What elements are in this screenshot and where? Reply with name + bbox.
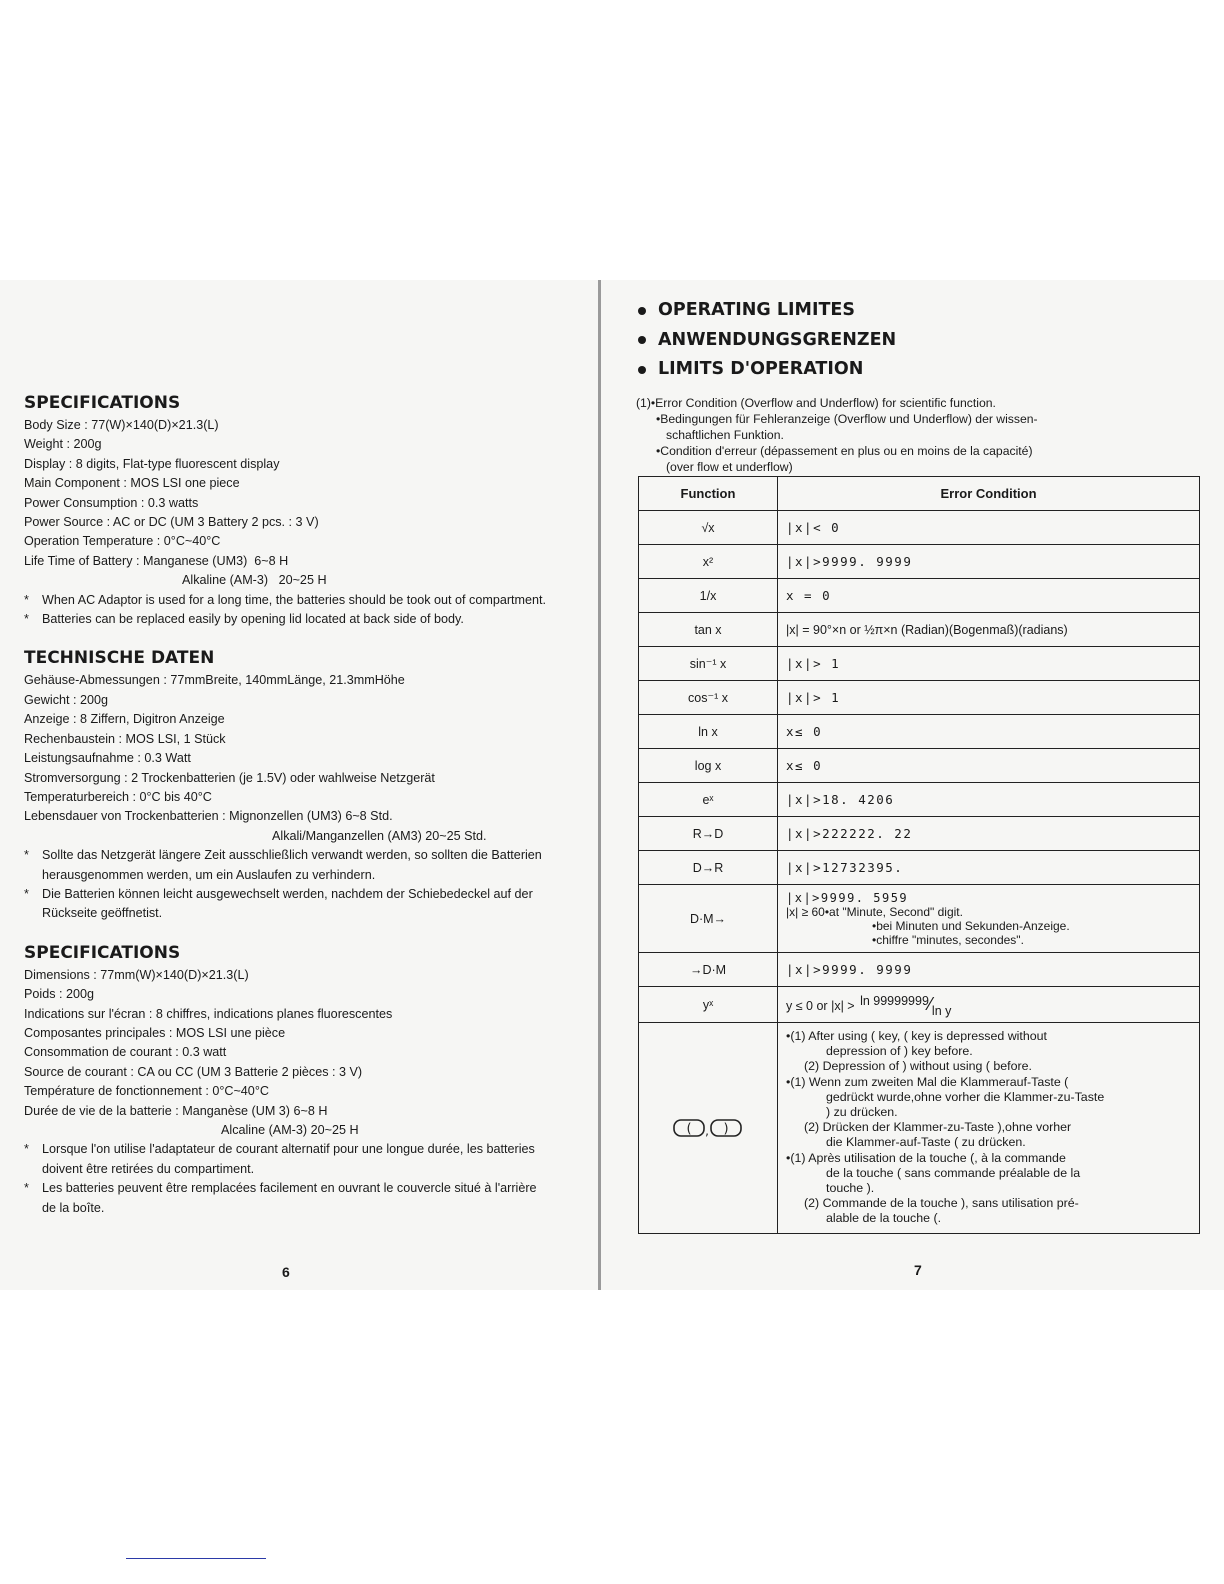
table-row	[639, 987, 1200, 1023]
spec-section-en	[24, 392, 554, 629]
condition-line: •(1) After using ( key, ( key is depressed without	[786, 1029, 1047, 1043]
spec-line: Durée de vie de la batterie : Manganèse (UM 3) 6~8 H	[24, 1103, 328, 1118]
function-cell: R→D	[639, 817, 778, 851]
condition-cell: x≤ 0	[778, 715, 1200, 749]
condition-cell: |x|> 1	[778, 647, 1200, 681]
condition-cell	[778, 987, 1200, 1023]
spec-line: Gehäuse-Abmessungen : 77mmBreite, 140mmLänge, 21.3mmHöhe	[24, 673, 405, 688]
condition-line: ) zu drücken.	[826, 1105, 898, 1120]
table-row	[639, 647, 1200, 681]
spec-line: Leistungsaufnahme : 0.3 Watt	[24, 751, 191, 766]
spec-line: Stromversorgung : 2 Trockenbatterien (je 1.5V) oder wahlweise Netzgerät	[24, 770, 435, 785]
bullet-icon	[638, 366, 646, 374]
condition-cell: |x|< 0	[778, 511, 1200, 545]
spec-line: Composantes principales : MOS LSI une pièce	[24, 1025, 286, 1040]
spec-line: Operation Temperature : 0°C~40°C	[24, 534, 221, 549]
function-cell: ln x	[639, 715, 778, 749]
note-text: Lorsque l'on utilise l'adaptateur de courant alternatif pour une longue durée, les batteries doivent être retirées du compartiment.	[42, 1142, 535, 1176]
right-page	[636, 296, 1200, 475]
condition-line: de la touche ( sans commande préalable de la	[826, 1165, 1081, 1180]
svg-text:): )	[723, 1121, 729, 1137]
function-cell: D·M→	[639, 885, 778, 953]
spec-line: Alkaline (AM-3) 20~25 H	[182, 573, 327, 588]
underline-divider	[126, 1558, 266, 1559]
function-cell: √x	[639, 511, 778, 545]
condition-line: touche ).	[826, 1181, 875, 1196]
condition-cell: |x|>12732395.	[778, 851, 1200, 885]
function-cell: tan x	[639, 613, 778, 647]
note-text: Les batteries peuvent être remplacées facilement en ouvrant le couvercle situé à l'arrière de la boîte.	[42, 1181, 537, 1215]
intro-de-2: schaftlichen Funktion.	[666, 427, 784, 442]
condition-line: depression of ) key before.	[826, 1044, 973, 1059]
condition-part: ln 99999999	[860, 993, 929, 1008]
condition-line: •(1) Wenn zum zweiten Mal die Klammerauf-Taste (	[786, 1074, 1069, 1089]
condition-line: •(1) Après utilisation de la touche (, à la commande	[786, 1150, 1066, 1165]
column-header-error-condition: Error Condition	[778, 477, 1200, 511]
page-fold	[598, 280, 601, 1290]
note	[24, 610, 554, 629]
left-page	[24, 392, 554, 1236]
condition-line: gedrückt wurde,ohne vorher die Klammer-zu-Taste	[826, 1089, 1105, 1104]
note	[24, 885, 554, 924]
function-cell: eˣ	[639, 783, 778, 817]
table-row	[639, 613, 1200, 647]
condition-cell: |x|>9999. 9999	[778, 545, 1200, 579]
function-cell: x²	[639, 545, 778, 579]
condition-cell: |x| = 90°×n or ½π×n (Radian)(Bogenmaß)(radians)	[778, 613, 1200, 647]
note	[24, 591, 554, 610]
condition-cell	[778, 885, 1200, 953]
page-number-left: 6	[282, 1264, 290, 1280]
intro-en: •Error Condition (Overflow and Underflow) for scientific function.	[650, 395, 996, 410]
condition-cell: |x|>18. 4206	[778, 783, 1200, 817]
function-cell: log x	[639, 749, 778, 783]
condition-cell: |x|>9999. 9999	[778, 953, 1200, 987]
spec-line: Alcaline (AM-3) 20~25 H	[221, 1123, 359, 1137]
condition-cell: |x|> 1	[778, 681, 1200, 715]
spec-line: Consommation de courant : 0.3 watt	[24, 1045, 227, 1060]
spec-line: Power Source : AC or DC (UM 3 Battery 2 pcs. : 3 V)	[24, 515, 319, 530]
spec-line: Body Size : 77(W)×140(D)×21.3(L)	[24, 418, 219, 432]
spec-line: Life Time of Battery : Manganese (UM3) 6~8 H	[24, 553, 289, 568]
note-text: When AC Adaptor is used for a long time, the batteries should be took out of compartment.	[42, 592, 547, 607]
condition-line: die Klammer-auf-Taste ( zu drücken.	[826, 1135, 1026, 1150]
condition-cell: |x|>222222. 22	[778, 817, 1200, 851]
asterisk: *	[24, 1142, 29, 1157]
table-row	[639, 749, 1200, 783]
condition-part: y ≤ 0 or |x| >	[786, 998, 855, 1013]
section-title: SPECIFICATIONS	[24, 393, 181, 413]
spec-section-de	[24, 647, 554, 923]
note	[24, 1140, 554, 1179]
fraction-slash-icon: ⁄	[928, 993, 932, 1014]
table-header-row	[639, 477, 1200, 511]
spec-line: Poids : 200g	[24, 987, 95, 1002]
condition-line: |x| ≥ 60•at "Minute, Second" digit.	[786, 904, 963, 919]
spec-line: Display : 8 digits, Flat-type fluorescent display	[24, 456, 280, 471]
note	[24, 1179, 554, 1218]
spec-line: Weight : 200g	[24, 437, 102, 452]
svg-text:(: (	[686, 1121, 692, 1137]
table-row	[639, 511, 1200, 545]
table-row	[639, 851, 1200, 885]
condition-line: (2) Drücken der Klammer-zu-Taste ),ohne vorher	[804, 1120, 1072, 1135]
heading-text: ANWENDUNGSGRENZEN	[658, 329, 897, 350]
condition-cell	[778, 1023, 1200, 1234]
spec-line: Gewicht : 200g	[24, 692, 109, 707]
spec-line: Dimensions : 77mm(W)×140(D)×21.3(L)	[24, 967, 249, 982]
table-row	[639, 953, 1200, 987]
table-row	[639, 885, 1200, 953]
heading-fr	[636, 355, 1200, 385]
heading-text: LIMITS D'OPERATION	[658, 359, 864, 379]
condition-line: •chiffre "minutes, secondes".	[872, 932, 1024, 947]
bullet-icon	[638, 307, 646, 315]
spec-section-fr	[24, 942, 554, 1218]
svg-text:,: ,	[705, 1123, 709, 1138]
spec-line: Température de fonctionnement : 0°C~40°C	[24, 1084, 269, 1099]
condition-part: ln y	[931, 1003, 952, 1018]
spec-line: Indications sur l'écran : 8 chiffres, indications planes fluorescentes	[24, 1006, 393, 1021]
condition-cell: x = 0	[778, 579, 1200, 613]
table-row	[639, 545, 1200, 579]
function-cell: sin⁻¹ x	[639, 647, 778, 681]
note-text: Batteries can be replaced easily by opening lid located at back side of body.	[42, 612, 464, 627]
error-condition-table	[638, 476, 1200, 1234]
note-text: Sollte das Netzgerät längere Zeit ausschließlich verwandt werden, so sollten die Batterien herausgenommen werden, um ein Auslaufen zu verhindern.	[42, 848, 542, 882]
function-cell: D→R	[639, 851, 778, 885]
function-cell: cos⁻¹ x	[639, 681, 778, 715]
intro-fr-1: •Condition d'erreur (dépassement en plus ou en moins de la capacité)	[656, 443, 1033, 458]
section-title: SPECIFICATIONS	[24, 942, 181, 963]
spec-line: Anzeige : 8 Ziffern, Digitron Anzeige	[24, 712, 225, 727]
table-row	[639, 579, 1200, 613]
table-row	[639, 1023, 1200, 1234]
asterisk: *	[24, 612, 29, 627]
table-row	[639, 783, 1200, 817]
parenthesis-keys-icon	[673, 1117, 743, 1139]
spec-line: Alkali/Manganzellen (AM3) 20~25 Std.	[272, 828, 487, 843]
intro-de-1: •Bedingungen für Fehleranzeige (Overflow und Underflow) der wissen-	[656, 411, 1038, 426]
table-row	[639, 817, 1200, 851]
asterisk: *	[24, 848, 29, 863]
spec-line: Lebensdauer von Trockenbatterien : Mignonzellen (UM3) 6~8 Std.	[24, 809, 393, 824]
spec-line: Main Component : MOS LSI one piece	[24, 476, 240, 491]
heading-en	[636, 296, 1200, 326]
asterisk: *	[24, 886, 29, 901]
spec-line: Power Consumption : 0.3 watts	[24, 495, 199, 510]
intro-number: (1)	[636, 395, 651, 410]
spec-line: Rechenbaustein : MOS LSI, 1 Stück	[24, 731, 226, 746]
note-text: Die Batterien können leicht ausgewechselt werden, nachdem der Schiebedeckel auf der Rückseite geöffnetist.	[42, 886, 533, 921]
function-cell: yˣ	[639, 987, 778, 1023]
spec-line: Temperaturbereich : 0°C bis 40°C	[24, 789, 212, 804]
condition-line: (2) Commande de la touche ), sans utilisation pré-	[804, 1196, 1079, 1211]
error-intro	[636, 395, 1200, 475]
page-number-right: 7	[914, 1262, 922, 1278]
asterisk: *	[24, 1181, 29, 1196]
intro-fr-2: (over flow et underflow)	[666, 459, 793, 474]
function-cell: 1/x	[639, 579, 778, 613]
asterisk: *	[24, 592, 29, 607]
heading-text: OPERATING LIMITES	[658, 300, 855, 320]
condition-line: (2) Depression of ) without using ( before.	[804, 1059, 1032, 1074]
bullet-icon	[638, 336, 646, 344]
function-cell: →D·M	[639, 953, 778, 987]
condition-line: |x|>9999. 5959	[786, 890, 909, 905]
note	[24, 846, 554, 885]
condition-cell: x≤ 0	[778, 749, 1200, 783]
spec-line: Source de courant : CA ou CC (UM 3 Batterie 2 pièces : 3 V)	[24, 1064, 363, 1079]
table-row	[639, 715, 1200, 749]
section-title: TECHNISCHE DATEN	[24, 648, 215, 669]
column-header-function: Function	[639, 477, 778, 511]
condition-line: alable de la touche (.	[826, 1211, 942, 1226]
table-row	[639, 681, 1200, 715]
function-cell	[639, 1023, 778, 1234]
condition-line: •bei Minuten und Sekunden-Anzeige.	[872, 918, 1070, 933]
heading-de	[636, 326, 1200, 356]
